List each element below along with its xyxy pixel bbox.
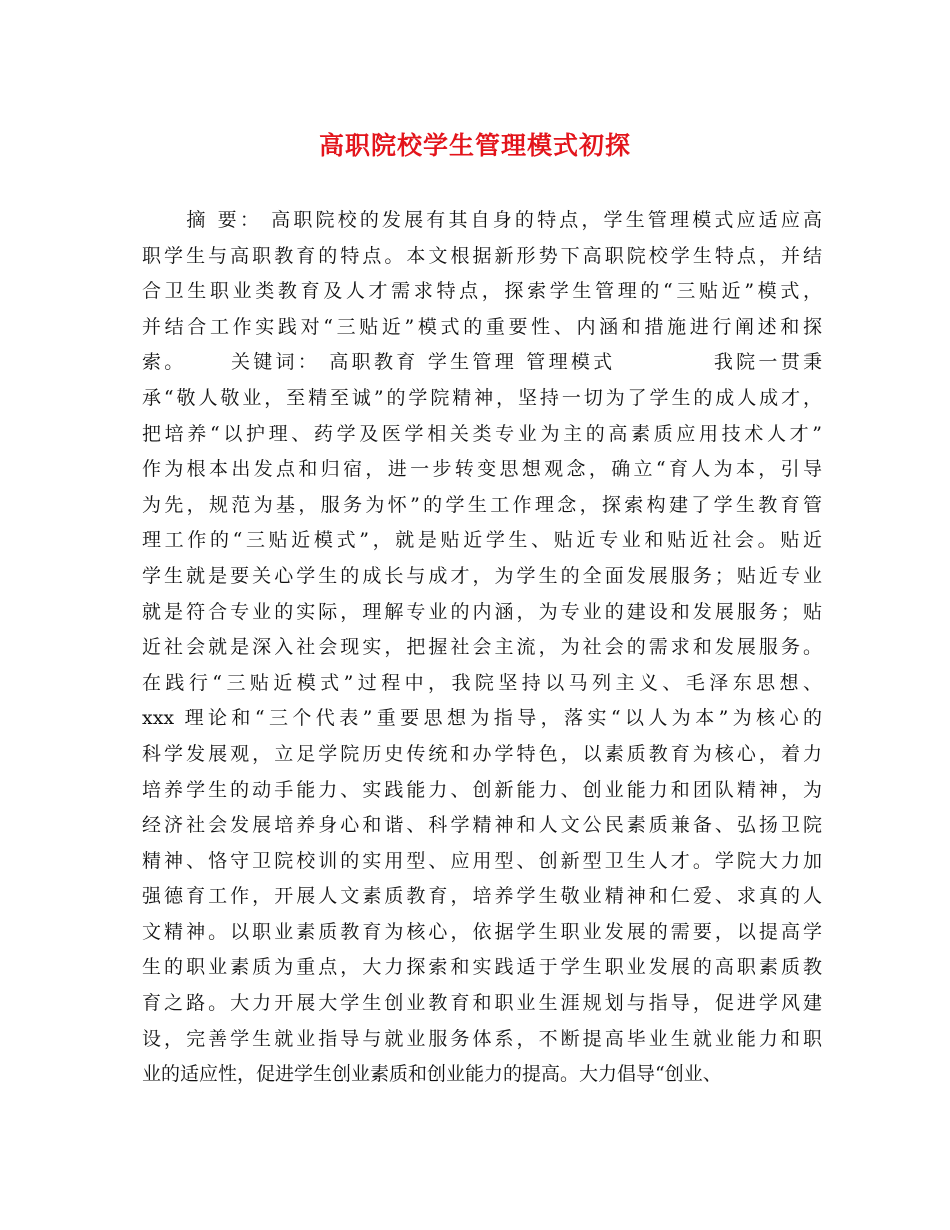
body-line: xxx 理论和“三个代表”重要思想为指导，落实“以人为本”为核心的 — [142, 707, 822, 730]
body-line: 培养学生的动手能力、实践能力、创新能力、创业能力和团队精神，为 — [142, 778, 822, 801]
body-line: 强德育工作，开展人文素质教育，培养学生敬业精神和仁爱、求真的人 — [142, 885, 822, 908]
body-line: 学生就是要关心学生的成长与成才，为学生的全面发展服务；贴近专业 — [142, 564, 822, 587]
body-line: 就是符合专业的实际，理解专业的内涵，为专业的建设和发展服务；贴 — [142, 600, 822, 623]
body-line: 理工作的“三贴近模式”，就是贴近学生、贴近专业和贴近社会。贴近 — [142, 529, 822, 552]
body-line: 经济社会发展培养身心和谐、科学精神和人文公民素质兼备、弘扬卫院 — [142, 814, 822, 837]
body-line: 把培养“以护理、药学及医学相关类专业为主的高素质应用技术人才” — [142, 422, 822, 445]
document-title: 高职院校学生管理模式初探 — [318, 131, 631, 160]
body-line: 科学发展观，立足学院历史传统和办学特色，以素质教育为核心，着力 — [142, 742, 822, 765]
body-line: 育之路。大力开展大学生创业教育和职业生涯规划与指导，促进学风建 — [142, 992, 822, 1015]
body-line: 索。 关键词： 高职教育 学生管理 管理模式 我院一贯秉 — [142, 351, 822, 374]
body-line: 精神、恪守卫院校训的实用型、应用型、创新型卫生人才。学院大力加 — [142, 849, 822, 872]
body-line: 在践行“三贴近模式”过程中，我院坚持以马列主义、毛泽东思想、 — [142, 671, 822, 694]
body-line: 文精神。以职业素质教育为核心，依据学生职业发展的需要，以提高学 — [142, 920, 822, 943]
body-line: 职学生与高职教育的特点。本文根据新形势下高职院校学生特点，并结 — [142, 244, 822, 267]
body-line: 作为根本出发点和归宿，进一步转变思想观念，确立“育人为本，引导 — [142, 458, 822, 481]
body-line: 业的适应性，促进学生创业素质和创业能力的提高。大力倡导“创业、 — [142, 1063, 722, 1086]
body-line: 承“敬人敬业，至精至诚”的学院精神，坚持一切为了学生的成人成才， — [142, 386, 822, 409]
body-line: 近社会就是深入社会现实，把握社会主流，为社会的需求和发展服务。 — [142, 636, 822, 659]
body-line: 为先，规范为基，服务为怀”的学生工作理念，探索构建了学生教育管 — [142, 493, 822, 516]
body-line: 生的职业素质为重点，大力探索和实践适于学生职业发展的高职素质教 — [142, 956, 822, 979]
document-body — [142, 203, 822, 1093]
body-line: 设，完善学生就业指导与就业服务体系，不断提高毕业生就业能力和职 — [142, 1027, 822, 1050]
body-line: 摘 要： 高职院校的发展有其自身的特点，学生管理模式应适应高 — [142, 209, 822, 231]
body-line: 合卫生职业类教育及人才需求特点，探索学生管理的“三贴近”模式， — [142, 280, 822, 303]
body-line: 并结合工作实践对“三贴近”模式的重要性、内涵和措施进行阐述和探 — [142, 315, 822, 338]
